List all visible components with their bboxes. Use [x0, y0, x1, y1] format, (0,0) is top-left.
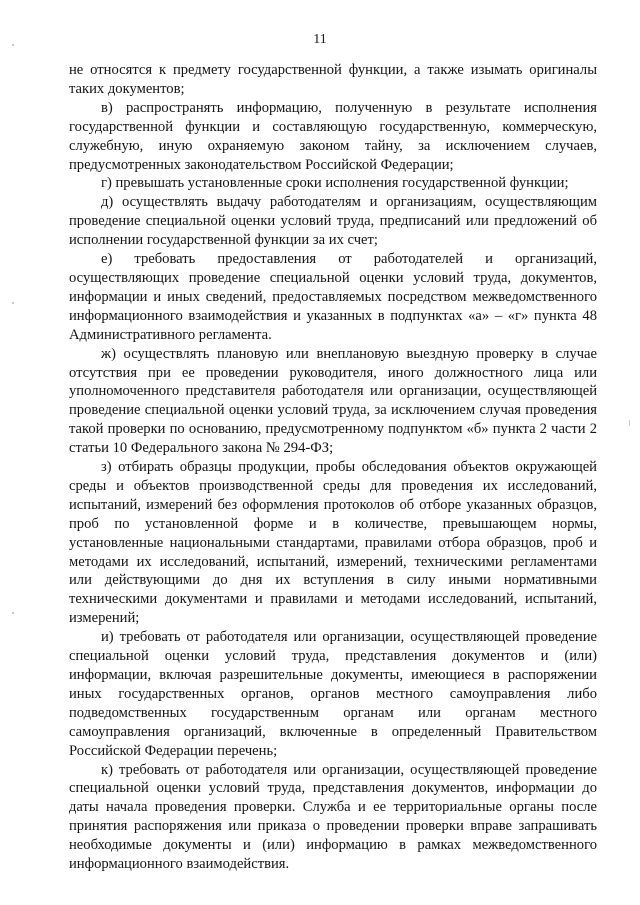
paragraph-item-zh: ж) осуществлять плановую или внеплановую выездную проверку в случае отсутствия при ее проведении руководителя, иного должностного лица или уполномоченного представителя работодателя или организации, осуществляющей проведение специальной оценки условий труда, за исключением случая проведения такой проверки по основанию, предусмотренному подпунктом «б» пункта 2 части 2 статьи 10 Федерального закона № 294-ФЗ; — [69, 345, 597, 457]
paragraph-item-e: е) требовать предоставления от работодателей и организаций, осуществляющих проведение специальной оценки условий труда, документов, информации и иных сведений, предоставляемых посредством межведомственного информационного взаимодействия и указанных в подпунктах «а» – «г» пункта 48 Административного регламента. — [69, 251, 597, 343]
paragraph-item-z: з) отбирать образцы продукции, пробы обследования объектов окружающей среды и объектов производственной среды для проведения их исследований, испытаний, измерений без оформления протоколов об отборе указанных образцов, проб по установленной форме и в количестве, превышающем нормы, установленные национальными стандартами, правилами отбора образцов, проб и методами их исследований, испытаний, измерений, техническими регламентами или действующими до дня их вступления в силу иными нормативными техническими документами и правилами и методами исследований, испытаний, измерений; — [69, 459, 597, 627]
paragraph-continuation: не относятся к предмету государственной функции, а также изымать оригиналы таких документов; — [69, 62, 597, 97]
page-number: 11 — [313, 32, 327, 47]
paragraph-item-i: и) требовать от работодателя или организации, осуществляющей проведение специальной оценки условий труда, представления документов и (или) информации, включая разрешительные документы, имеющиеся в распоряжении иных государственных органов, органов местного самоуправления либо подведомственных государственным органам или органам местного самоуправления организаций, включенные в определенный Правительством Российской Федерации перечень; — [69, 629, 597, 759]
document-body — [69, 61, 597, 874]
paragraph-item-k: к) требовать от работодателя или организации, осуществляющей проведение специальной оценки условий труда, представления документов, информации до даты начала проведения проверки. Служба и ее территориальные органы после принятия распоряжения или приказа о проведении проверки вправе запрашивать необходимые документы и (или) информацию в рамках межведомственного информационного взаимодействия. — [69, 761, 597, 873]
scan-speck — [629, 420, 630, 426]
paragraph-item-v: в) распространять информацию, полученную в результате исполнения государственной функции и составляющую государственную, коммерческую, служебную, иную охраняемую законом тайну, за исключением случаев, предусмотренных законодательством Российской Федерации; — [69, 99, 597, 173]
paragraph-item-g: г) превышать установленные сроки исполнения государственной функции; — [101, 175, 569, 192]
paragraph-item-d: д) осуществлять выдачу работодателям и организациям, осуществляющим проведение специальной оценки условий труда, предписаний или предложений об исполнении государственной функции за их счет; — [69, 194, 597, 249]
scan-speck — [12, 302, 14, 304]
scan-speck — [12, 612, 14, 614]
